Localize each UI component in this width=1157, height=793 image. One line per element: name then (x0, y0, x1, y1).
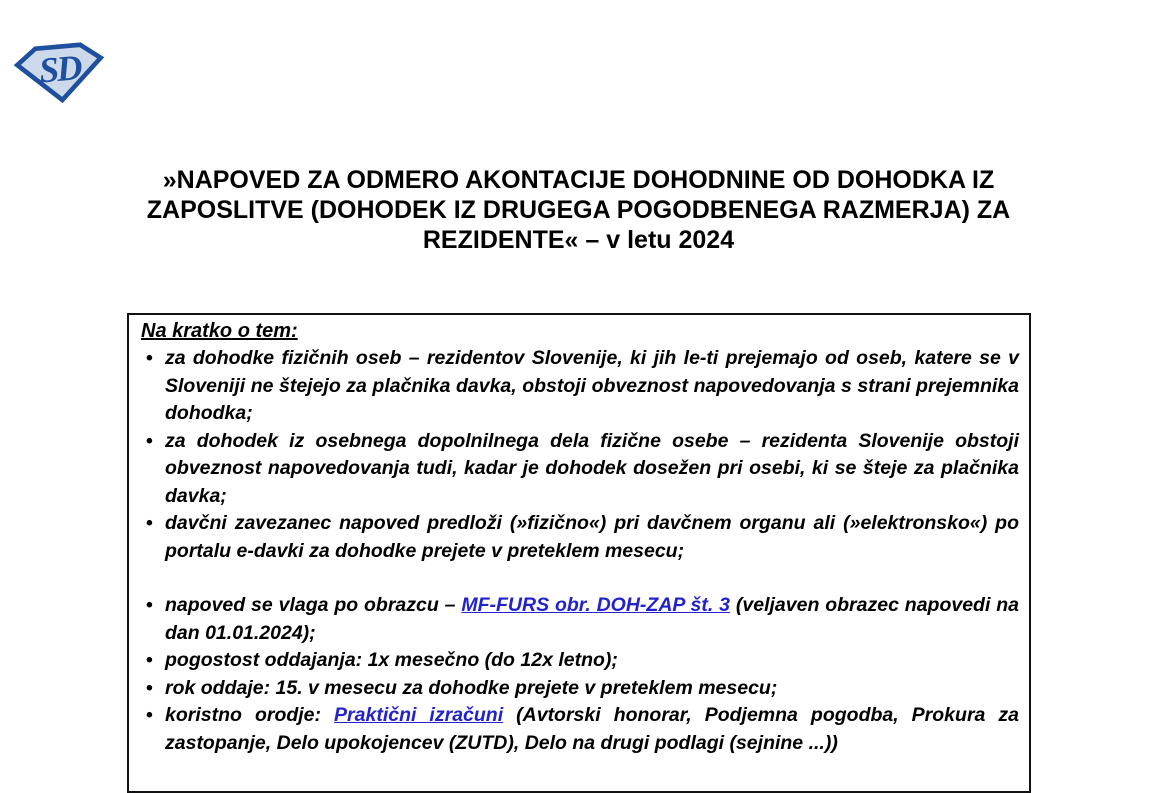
bullet-list (141, 345, 1019, 757)
bullet-item (165, 428, 1019, 511)
bullet-item (165, 647, 1019, 675)
doh-zap-form-link[interactable]: MF-FURS obr. DOH-ZAP št. 3 (461, 594, 731, 616)
summary-box-heading: Na kratko o tem: (141, 320, 298, 342)
bullet-text: napoved se vlaga po obrazcu – (165, 594, 462, 616)
logo-letters: SD (37, 47, 82, 91)
bullet-text: za dohodek iz osebnega dopolnilnega dela fizične osebe – rezidenta Slovenije obstoji obveznost napovedovanja tudi, kadar je dohodek dosežen pri osebi, ki se šteje za plačnika davka; (165, 429, 1019, 507)
bullet-text: za dohodke fizičnih oseb – rezidentov Slovenije, ki jih le-ti prejemajo od oseb, katere se v Sloveniji ne štejejo za plačnika davka, obstoji obveznost napovedovanja s strani prejemnika dohodka; (165, 347, 1019, 424)
bullet-text: koristno orodje: (165, 704, 335, 726)
bullet-text: rok oddaje: 15. v mesecu za dohodke prejete v preteklem mesecu; (165, 676, 778, 699)
bullet-text: (Avtorski honorar, Podjemna pogodba, Prokura za zastopanje, Delo upokojencev (ZUTD), Delo na drugi podlagi (sejnine ...)) (165, 704, 1019, 754)
bullet-text: pogostost oddajanja: 1x mesečno (do 12x letno); (165, 649, 618, 671)
bullet-item (165, 510, 1019, 565)
bullet-item (165, 592, 1019, 647)
practical-calculations-link[interactable]: Praktični izračuni (334, 704, 504, 726)
document-title: »NAPOVED ZA ODMERO AKONTACIJE DOHODNINE OD DOHODKA IZ ZAPOSLITVE (DOHODEK IZ DRUGEGA POGODBENEGA RAZMERJA) ZA REZIDENTE« – v letu 2024 (146, 166, 1011, 254)
company-logo (10, 38, 109, 108)
bullet-item (165, 345, 1019, 428)
bullet-text: (veljaven obrazec napovedi na dan 01.01.2024); (165, 594, 1020, 644)
sd-shield-logo-icon (10, 38, 109, 108)
bullet-text: davčni zavezanec napoved predloži (»fizično«) pri davčnem organu ali (»elektronsko«) po portalu e-davki za dohodke prejete v preteklem mesecu; (165, 512, 1019, 562)
bullet-item (165, 675, 1019, 703)
summary-box (127, 313, 1031, 793)
bullet-item (165, 702, 1019, 757)
